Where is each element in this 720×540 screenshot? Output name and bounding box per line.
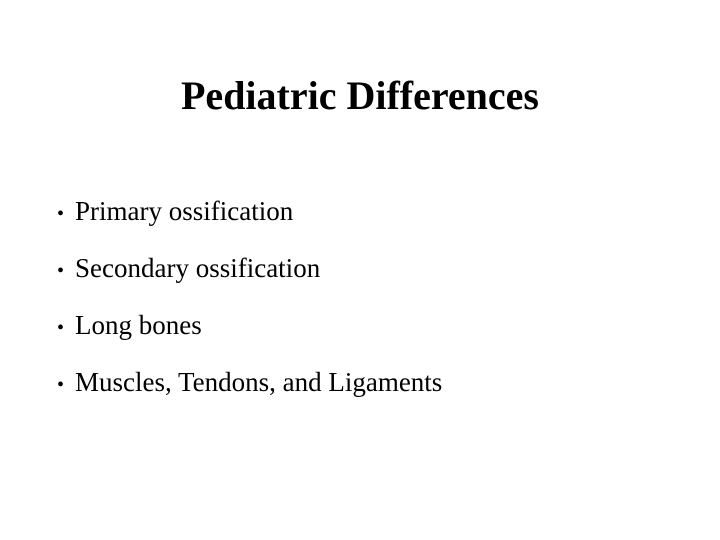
bullet-item-muscles-tendons-ligaments — [57, 365, 442, 399]
bullet-text: Muscles, Tendons, and Ligaments — [75, 367, 443, 397]
bullet-marker: • — [57, 374, 65, 396]
bullet-text: Primary ossification — [75, 196, 294, 226]
bullet-list — [57, 194, 442, 422]
bullet-marker: • — [57, 260, 65, 282]
bullet-marker: • — [57, 317, 65, 339]
bullet-item-secondary-ossification — [57, 251, 442, 285]
bullet-text: Long bones — [75, 310, 202, 340]
slide-title: Pediatric Differences — [181, 73, 539, 118]
bullet-text: Secondary ossification — [75, 253, 321, 283]
bullet-item-primary-ossification — [57, 194, 442, 228]
bullet-marker: • — [57, 203, 65, 225]
bullet-item-long-bones — [57, 308, 442, 342]
